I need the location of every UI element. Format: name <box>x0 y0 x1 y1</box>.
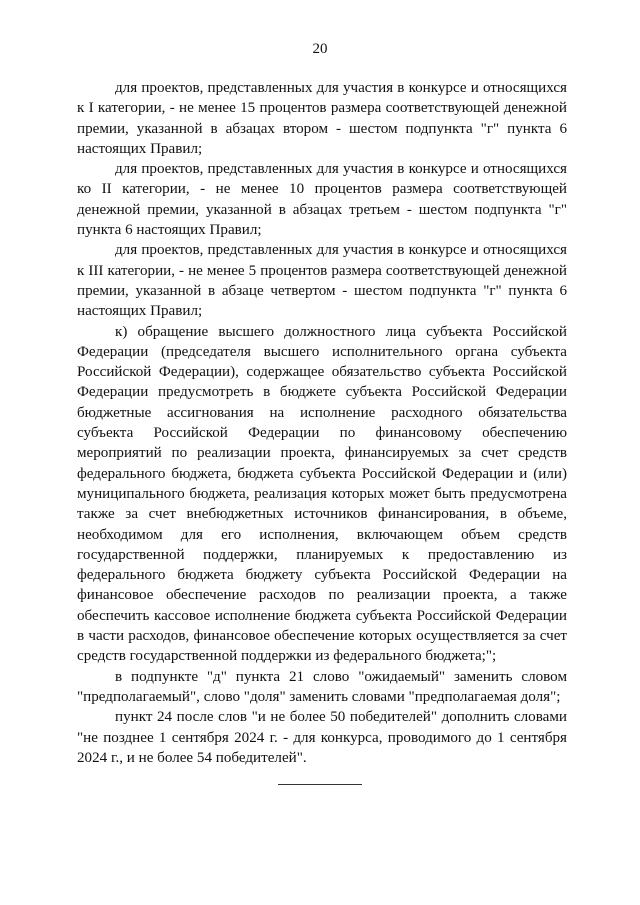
page-number: 20 <box>312 41 328 57</box>
document-body <box>77 78 567 768</box>
paragraph-item-24: пункт 24 после слов "и не более 50 победителей" дополнить словами "не позднее 1 сентября 2024 г. - для конкурса, проводимого до 1 сентября 2024 г., и не более 54 победителей". <box>77 709 567 766</box>
paragraph-item-k: к) обращение высшего должностного лица субъекта Российской Федерации (председателя высшего исполнительного органа субъекта Российской Федерации), содержащее обязательство субъекта Российской Федерации предусмотреть в бюджете субъекта Российской Федерации бюджетные ассигнования на исполнение расходного обязательства субъекта Российской Федерации по финансовому обеспечению мероприятий по реализации проекта, финансируемых за счет средств федерального бюджета, бюджета субъекта Российской Федерации и (или) муниципального бюджета, реализация которых может быть предусмотрена также за счет внебюджетных источников финансирования, в объеме, необходимом для его исполнения, включающем объем средств государственной поддержки, планируемых к предоставлению из федерального бюджета бюджету субъекта Российской Федерации на финансовое обеспечение расходов по реализации проекта, а также обеспечить кассовое исполнение бюджета субъекта Российской Федерации в части расходов, финансовое обеспечение которых осуществляется за счет средств государственной поддержки из федерального бюджета;"; <box>77 323 567 665</box>
paragraph-category-1: для проектов, представленных для участия в конкурсе и относящихся к I категории, - не менее 15 процентов размера соответствующей денежной премии, указанной в абзацах втором - шестом подпункта "г" пункта 6 настоящих Правил; <box>77 80 567 157</box>
paragraph-category-3: для проектов, представленных для участия в конкурсе и относящихся к III категории, - не менее 5 процентов размера соответствующей денежной премии, указанной в абзаце четвертом - шестом подпункта "г" пункта 6 настоящих Правил; <box>77 242 567 320</box>
end-separator-line <box>278 784 362 785</box>
paragraph-category-2: для проектов, представленных для участия в конкурсе и относящихся ко II категории, - не менее 10 процентов размера соответствующей денежной премии, указанной в абзацах третьем - шестом подпункта "г" пункта 6 настоящих Правил; <box>77 161 567 239</box>
paragraph-item-21: в подпункте "д" пункта 21 слово "ожидаемый" заменить словом "предполагаемый", слово "доля" заменить словами "предполагаемая доля"; <box>77 668 567 705</box>
